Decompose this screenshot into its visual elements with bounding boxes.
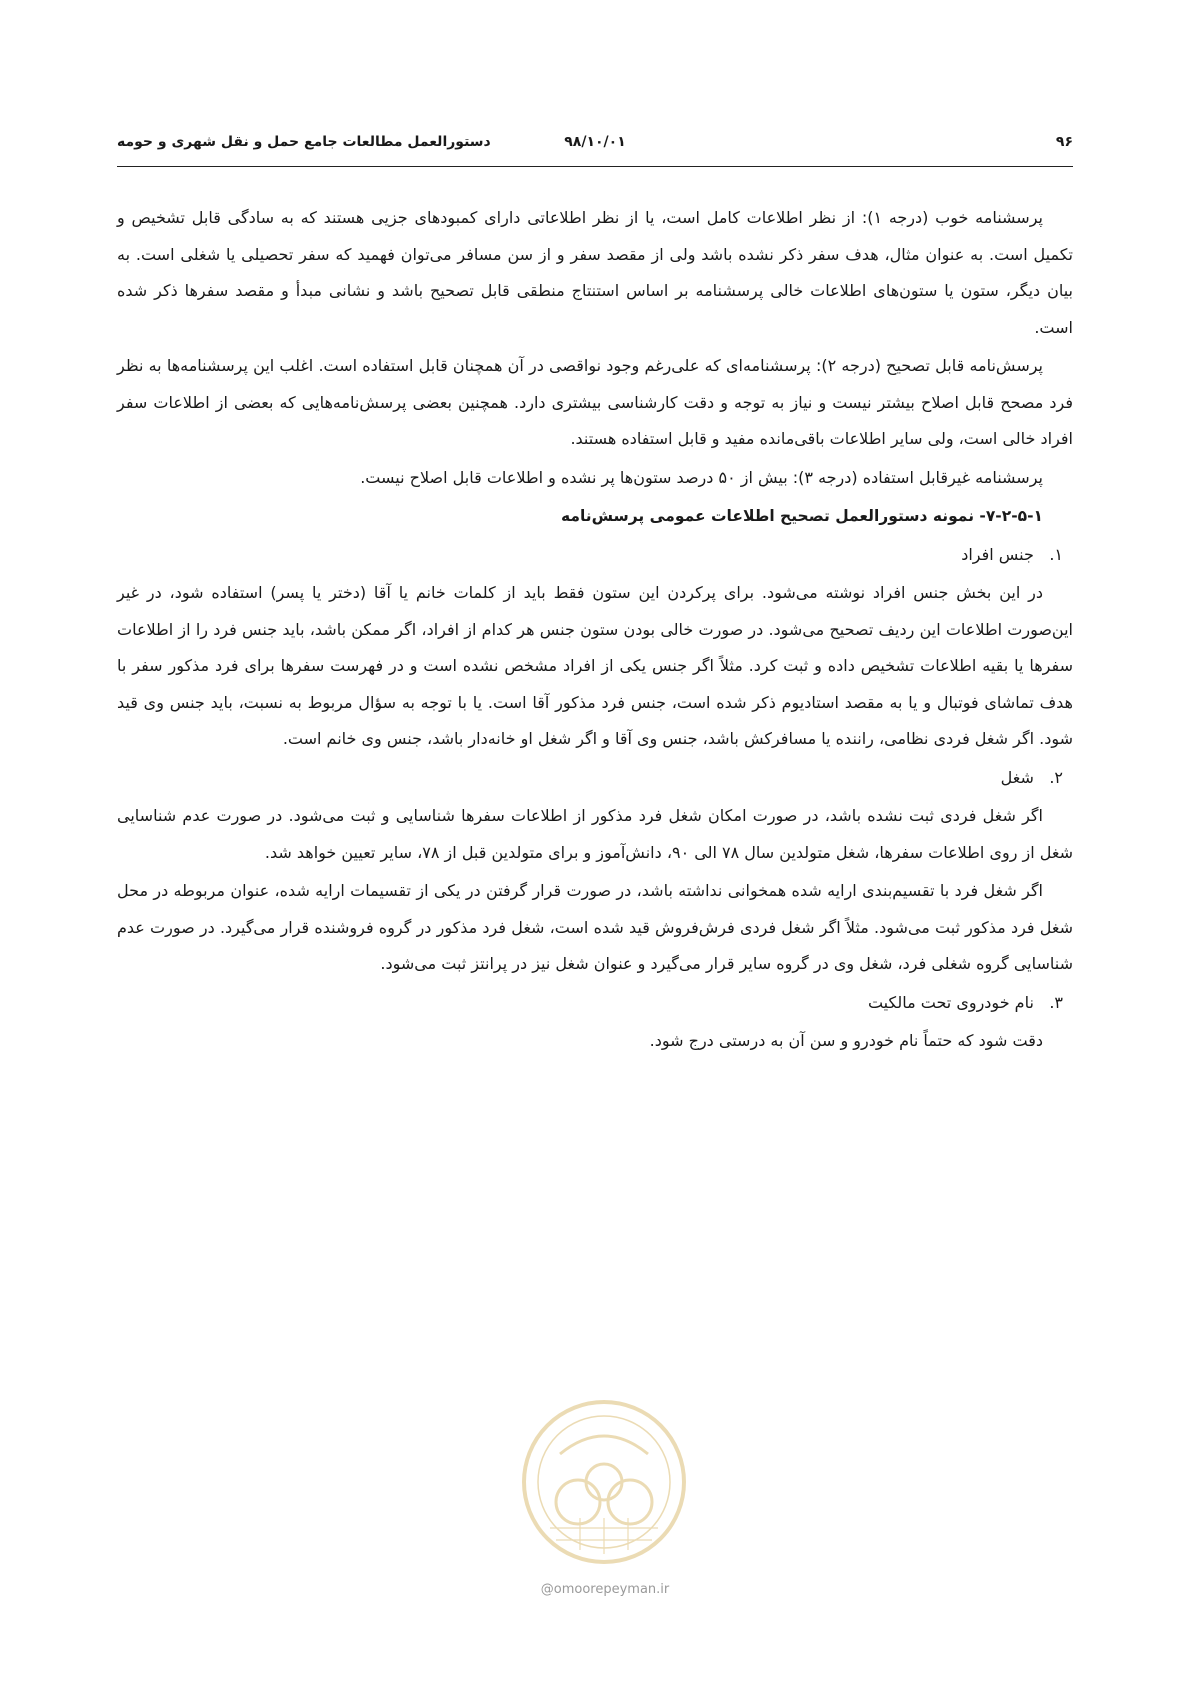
paragraph-grade-3: پرسشنامه غیرقابل استفاده (درجه ۳): بیش از ۵۰ درصد ستون‌ها پر نشده و اطلاعات قابل اصلاح نیست. (360, 467, 1043, 487)
list-label: نام خودروی تحت مالکیت (867, 992, 1034, 1012)
document-body (117, 200, 1073, 1062)
paragraph-occupation-1: اگر شغل فردی ثبت نشده باشد، در صورت امکان شغل فرد مذکور از اطلاعات سفرها شناسایی و ثبت می‌شود. در صورت عدم شناسایی شغل از روی اطلاعات سفرها، شغل متولدین سال ۷۸ الی ۹۰، دانش‌آموز و برای متولدین قبل از ۷۸، سایر تعیین خواهد شد. (117, 806, 1073, 862)
paragraph-grade-1: پرسشنامه خوب (درجه ۱): از نظر اطلاعات کامل است، یا از نظر اطلاعاتی دارای کمبودهای جزیی هستند که به سادگی قابل تشخیص و تکمیل است. به عنوان مثال، هدف سفر ذکر نشده باشد ولی از مقصد سفر و از سن مسافر می‌توان فهمید که سفر تحصیلی یا شغلی است. به بیان دیگر، ستون یا ستون‌های اطلاعات خالی پرسشنامه بر اساس استنتاج منطقی قابل تصحیح باشد و نشانی مبدأ و مقصد سفرها ذکر شده است. (117, 208, 1073, 337)
page-header (117, 128, 1073, 167)
list-label: شغل (1000, 767, 1034, 787)
list-item-occupation (117, 760, 1073, 797)
section-heading: ۷-۲-۵-۱- نمونه دستورالعمل تصحیح اطلاعات عمومی پرسش‌نامه (560, 507, 1043, 525)
header-title: دستورالعمل مطالعات جامع حمل و نقل شهری و حومه (117, 134, 491, 150)
paragraph-occupation-2: اگر شغل فرد با تقسیم‌بندی ارایه شده همخوانی نداشته باشد، در صورت قرار گرفتن در یکی از تقسیمات ارایه شده، عنوان مربوطه در محل شغل فرد مذکور ثبت می‌شود. مثلاً اگر شغل فردی فرش‌فروش قید شده است، شغل فرد مذکور در گروه فروشنده قرار می‌گیرد. در صورت عدم شناسایی گروه شغلی فرد، شغل وی در گروه سایر قرار می‌گیرد و عنوان شغل نیز در پرانتز ثبت می‌شود. (117, 881, 1073, 973)
paragraph-gender: در این بخش جنس افراد نوشته می‌شود. برای پرکردن این ستون فقط باید از کلمات خانم یا آقا (دختر یا پسر) استفاده شود، در غیر این‌صورت اطلاعات این ردیف تصحیح می‌شود. در صورت خالی بودن ستون جنس هر کدام از افراد، اگر ممکن باشد، باید جنس فرد را از اطلاعات سفرها یا بقیه اطلاعات تشخیص داده و ثبت کرد. مثلاً اگر جنس یکی از افراد مشخص نشده است و در فهرست سفرها برای فرد مذکور سفر با هدف تماشای فوتبال و یا به مقصد استادیوم ذکر شده است، جنس فرد مذکور آقا است. یا با توجه به سؤال مربوط به نسبت، باید جنس وی قید شود. اگر شغل فردی نظامی، راننده یا مسافرکش باشد، جنس وی آقا و اگر شغل او خانه‌دار باشد، جنس وی خانم است. (117, 583, 1073, 748)
list-label: جنس افراد (961, 544, 1034, 564)
paragraph-grade-2: پرسش‌نامه قابل تصحیح (درجه ۲): پرسشنامه‌ای که علی‌رغم وجود نواقصی در آن همچنان قابل استفاده است. اغلب این پرسشنامه‌ها به نظر فرد مصحح قابل اصلاح بیشتر نیست و نیاز به توجه و دقت کارشناسی بیشتری دارد. همچنین بعضی پرسش‌نامه‌هایی که بعضی از اطلاعات سفر افراد خالی است، ولی سایر اطلاعات باقی‌مانده مفید و قابل استفاده هستند. (117, 356, 1073, 448)
watermark-seal-icon (520, 1398, 688, 1566)
list-item-vehicle (117, 985, 1073, 1022)
list-number: ۳. (1049, 992, 1063, 1012)
list-item-gender (117, 537, 1073, 574)
list-number: ۱. (1049, 544, 1063, 564)
paragraph-vehicle: دقت شود که حتماً نام خودرو و سن آن به درستی درج شود. (649, 1031, 1043, 1050)
header-date: ۹۸/۱۰/۰۱ (564, 134, 626, 150)
watermark-site-label: @omoorepeyman.ir (540, 1582, 670, 1597)
list-number: ۲. (1049, 767, 1063, 787)
page-number: ۹۶ (1055, 134, 1073, 150)
